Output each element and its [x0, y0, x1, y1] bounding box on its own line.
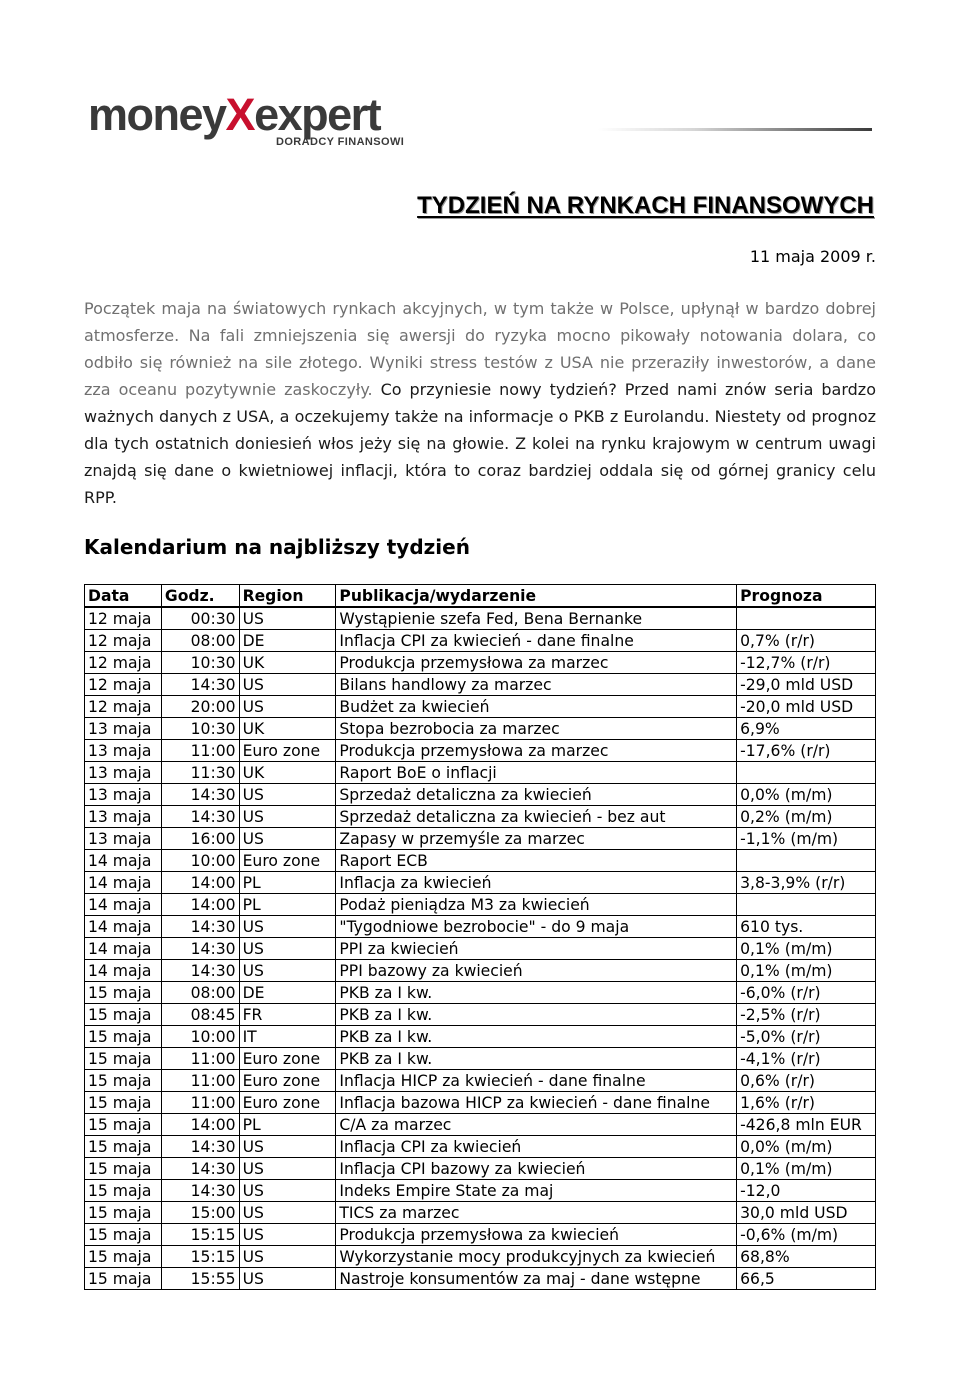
cell-region: PL [239, 1114, 336, 1136]
cell-date: 12 maja [85, 696, 162, 718]
cell-region: Euro zone [239, 1048, 336, 1070]
cell-publication: Raport BoE o inflacji [336, 762, 737, 784]
cell-publication: Wykorzystanie mocy produkcyjnych za kwiecień [336, 1246, 737, 1268]
cell-date: 15 maja [85, 1268, 162, 1290]
intro-part-1: Początek maja na światowych rynkach akcyjnych, w tym także w Polsce, upłynął w bardzo dobrej atmosferze. Na fali zmniejszenia się awersji do ryzyka mocno pikowały notowania dolara, co odbiło się również na sile złotego. Wyniki stress testów z USA nie przeraziły inwestorów, a dane zza oceanu pozytywnie zaskoczyły. [84, 299, 876, 399]
cell-date: 15 maja [85, 1004, 162, 1026]
cell-forecast: 1,6% (r/r) [737, 1092, 876, 1114]
logo-x-mark: X [225, 89, 255, 140]
intro-paragraph [84, 295, 876, 511]
cell-region: US [239, 784, 336, 806]
header-forecast: Prognoza [737, 585, 876, 608]
cell-forecast: 0,1% (m/m) [737, 960, 876, 982]
cell-publication: Indeks Empire State za maj [336, 1180, 737, 1202]
cell-publication: "Tygodniowe bezrobocie" - do 9 maja [336, 916, 737, 938]
cell-date: 15 maja [85, 1092, 162, 1114]
table-row [85, 1246, 876, 1268]
cell-time: 15:15 [161, 1224, 239, 1246]
table-row [85, 630, 876, 652]
cell-time: 11:30 [161, 762, 239, 784]
cell-region: UK [239, 718, 336, 740]
table-row [85, 916, 876, 938]
table-row [85, 1070, 876, 1092]
cell-region: Euro zone [239, 1092, 336, 1114]
table-row [85, 960, 876, 982]
header-publication: Publikacja/wydarzenie [336, 585, 737, 608]
cell-publication: C/A za marzec [336, 1114, 737, 1136]
cell-forecast [737, 607, 876, 630]
cell-date: 14 maja [85, 938, 162, 960]
header-date: Data [85, 585, 162, 608]
cell-region: IT [239, 1026, 336, 1048]
cell-publication: Zapasy w przemyśle za marzec [336, 828, 737, 850]
cell-time: 14:30 [161, 960, 239, 982]
table-body [85, 607, 876, 1290]
cell-region: US [239, 1246, 336, 1268]
cell-forecast: 66,5 [737, 1268, 876, 1290]
cell-time: 15:55 [161, 1268, 239, 1290]
cell-publication: PKB za I kw. [336, 1048, 737, 1070]
cell-region: DE [239, 630, 336, 652]
money-expert-logo [88, 86, 428, 156]
cell-time: 10:30 [161, 652, 239, 674]
cell-region: US [239, 607, 336, 630]
cell-date: 12 maja [85, 630, 162, 652]
cell-region: US [239, 938, 336, 960]
cell-region: PL [239, 872, 336, 894]
cell-time: 14:30 [161, 1180, 239, 1202]
table-row [85, 652, 876, 674]
cell-publication: Inflacja za kwiecień [336, 872, 737, 894]
cell-date: 15 maja [85, 1070, 162, 1092]
table-row [85, 674, 876, 696]
cell-region: US [239, 1158, 336, 1180]
table-row [85, 1136, 876, 1158]
cell-publication: Sprzedaż detaliczna za kwiecień [336, 784, 737, 806]
cell-forecast: -12,0 [737, 1180, 876, 1202]
cell-forecast: -0,6% (m/m) [737, 1224, 876, 1246]
cell-forecast: -12,7% (r/r) [737, 652, 876, 674]
cell-publication: Podaż pieniądza M3 za kwiecień [336, 894, 737, 916]
cell-time: 14:30 [161, 674, 239, 696]
cell-publication: PKB za I kw. [336, 982, 737, 1004]
cell-publication: Inflacja bazowa HICP za kwiecień - dane finalne [336, 1092, 737, 1114]
cell-region: Euro zone [239, 850, 336, 872]
logo-word-expert: expert [254, 89, 381, 140]
cell-date: 14 maja [85, 960, 162, 982]
cell-time: 14:30 [161, 806, 239, 828]
cell-time: 10:00 [161, 1026, 239, 1048]
cell-forecast: -5,0% (r/r) [737, 1026, 876, 1048]
cell-time: 14:00 [161, 872, 239, 894]
cell-forecast: -20,0 mld USD [737, 696, 876, 718]
cell-region: UK [239, 762, 336, 784]
cell-date: 15 maja [85, 1114, 162, 1136]
cell-publication: PKB za I kw. [336, 1004, 737, 1026]
cell-time: 11:00 [161, 1092, 239, 1114]
cell-time: 15:15 [161, 1246, 239, 1268]
table-row [85, 696, 876, 718]
cell-date: 14 maja [85, 894, 162, 916]
cell-publication: Nastroje konsumentów za maj - dane wstępne [336, 1268, 737, 1290]
table-row [85, 784, 876, 806]
cell-time: 11:00 [161, 1048, 239, 1070]
cell-forecast: 0,7% (r/r) [737, 630, 876, 652]
cell-forecast: 0,6% (r/r) [737, 1070, 876, 1092]
cell-publication: PPI za kwiecień [336, 938, 737, 960]
table-row [85, 1202, 876, 1224]
table-row [85, 1092, 876, 1114]
cell-forecast: 3,8-3,9% (r/r) [737, 872, 876, 894]
cell-publication: Produkcja przemysłowa za kwiecień [336, 1224, 737, 1246]
cell-publication: Inflacja HICP za kwiecień - dane finalne [336, 1070, 737, 1092]
cell-forecast: 68,8% [737, 1246, 876, 1268]
cell-region: US [239, 828, 336, 850]
table-row [85, 828, 876, 850]
cell-publication: Stopa bezrobocia za marzec [336, 718, 737, 740]
cell-publication: Produkcja przemysłowa za marzec [336, 652, 737, 674]
table-row [85, 762, 876, 784]
table-row [85, 1268, 876, 1290]
cell-publication: PKB za I kw. [336, 1026, 737, 1048]
table-row [85, 740, 876, 762]
cell-publication: PPI bazowy za kwiecień [336, 960, 737, 982]
table-row [85, 850, 876, 872]
cell-region: US [239, 1202, 336, 1224]
cell-forecast: -29,0 mld USD [737, 674, 876, 696]
cell-forecast: 6,9% [737, 718, 876, 740]
cell-forecast: -4,1% (r/r) [737, 1048, 876, 1070]
cell-forecast: -17,6% (r/r) [737, 740, 876, 762]
cell-date: 13 maja [85, 740, 162, 762]
cell-region: PL [239, 894, 336, 916]
intro-part-2: Co przyniesie nowy tydzień? Przed nami znów seria bardzo ważnych danych z USA, a oczekujemy także na informacje o PKB z Eurolandu. Niestety od prognoz dla tych ostatnich doniesień włos jeży się na głowie. Z kolei na rynku krajowym w centrum uwagi znajdą się dane o kwietniowej inflacji, która to coraz bardziej oddala się od górnej granicy celu RPP. [84, 380, 876, 507]
header-time: Godz. [161, 585, 239, 608]
cell-date: 13 maja [85, 718, 162, 740]
cell-date: 15 maja [85, 1180, 162, 1202]
cell-time: 15:00 [161, 1202, 239, 1224]
header-region: Region [239, 585, 336, 608]
cell-region: US [239, 1268, 336, 1290]
calendar-heading: Kalendarium na najbliższy tydzień [84, 535, 470, 559]
cell-date: 13 maja [85, 828, 162, 850]
cell-region: US [239, 1136, 336, 1158]
cell-date: 13 maja [85, 762, 162, 784]
table-row [85, 872, 876, 894]
cell-date: 15 maja [85, 982, 162, 1004]
logo-word-money: money [88, 89, 226, 140]
cell-date: 14 maja [85, 916, 162, 938]
cell-publication: Raport ECB [336, 850, 737, 872]
table-row [85, 982, 876, 1004]
cell-region: Euro zone [239, 740, 336, 762]
cell-time: 14:30 [161, 784, 239, 806]
table-row [85, 718, 876, 740]
document-date: 11 maja 2009 r. [749, 247, 876, 266]
cell-time: 08:45 [161, 1004, 239, 1026]
cell-forecast [737, 894, 876, 916]
cell-publication: TICS za marzec [336, 1202, 737, 1224]
cell-date: 12 maja [85, 652, 162, 674]
cell-time: 11:00 [161, 1070, 239, 1092]
cell-date: 15 maja [85, 1202, 162, 1224]
cell-forecast [737, 850, 876, 872]
cell-forecast: 0,0% (m/m) [737, 1136, 876, 1158]
cell-region: US [239, 806, 336, 828]
cell-date: 13 maja [85, 784, 162, 806]
cell-publication: Inflacja CPI za kwiecień [336, 1136, 737, 1158]
cell-publication: Inflacja CPI bazowy za kwiecień [336, 1158, 737, 1180]
cell-forecast: 0,0% (m/m) [737, 784, 876, 806]
table-row [85, 607, 876, 630]
cell-publication: Budżet za kwiecień [336, 696, 737, 718]
table-row [85, 1180, 876, 1202]
cell-publication: Wystąpienie szefa Fed, Bena Bernanke [336, 607, 737, 630]
cell-date: 15 maja [85, 1136, 162, 1158]
cell-forecast: 0,1% (m/m) [737, 1158, 876, 1180]
table-row [85, 1224, 876, 1246]
cell-publication: Sprzedaż detaliczna za kwiecień - bez aut [336, 806, 737, 828]
header-divider [598, 128, 872, 131]
cell-forecast: 610 tys. [737, 916, 876, 938]
table-row [85, 938, 876, 960]
cell-region: FR [239, 1004, 336, 1026]
cell-time: 00:30 [161, 607, 239, 630]
table-row [85, 1026, 876, 1048]
cell-date: 13 maja [85, 806, 162, 828]
cell-time: 10:30 [161, 718, 239, 740]
cell-time: 10:00 [161, 850, 239, 872]
cell-forecast: -426,8 mln EUR [737, 1114, 876, 1136]
cell-date: 12 maja [85, 607, 162, 630]
cell-region: US [239, 916, 336, 938]
cell-region: Euro zone [239, 1070, 336, 1092]
cell-time: 14:30 [161, 1136, 239, 1158]
cell-time: 14:00 [161, 1114, 239, 1136]
cell-date: 15 maja [85, 1246, 162, 1268]
cell-forecast [737, 762, 876, 784]
cell-time: 14:30 [161, 916, 239, 938]
table-row [85, 1048, 876, 1070]
cell-forecast: -1,1% (m/m) [737, 828, 876, 850]
cell-date: 15 maja [85, 1026, 162, 1048]
table-row [85, 894, 876, 916]
table-row [85, 1158, 876, 1180]
cell-date: 12 maja [85, 674, 162, 696]
cell-region: US [239, 696, 336, 718]
cell-forecast: -2,5% (r/r) [737, 1004, 876, 1026]
cell-region: US [239, 1224, 336, 1246]
cell-date: 14 maja [85, 850, 162, 872]
cell-date: 15 maja [85, 1224, 162, 1246]
table-row [85, 806, 876, 828]
table-header-row [85, 585, 876, 608]
cell-region: DE [239, 982, 336, 1004]
cell-region: US [239, 674, 336, 696]
cell-region: US [239, 1180, 336, 1202]
cell-region: US [239, 960, 336, 982]
table-row [85, 1004, 876, 1026]
cell-forecast: 30,0 mld USD [737, 1202, 876, 1224]
document-title: TYDZIEŃ NA RYNKACH FINANSOWYCH [417, 192, 874, 219]
cell-publication: Produkcja przemysłowa za marzec [336, 740, 737, 762]
cell-date: 15 maja [85, 1048, 162, 1070]
cell-region: UK [239, 652, 336, 674]
cell-time: 16:00 [161, 828, 239, 850]
logo-subtitle: DORADCY FINANSOWI [276, 136, 405, 148]
cell-publication: Inflacja CPI za kwiecień - dane finalne [336, 630, 737, 652]
cell-time: 08:00 [161, 982, 239, 1004]
cell-time: 20:00 [161, 696, 239, 718]
table-row [85, 1114, 876, 1136]
cell-time: 14:30 [161, 1158, 239, 1180]
cell-time: 11:00 [161, 740, 239, 762]
cell-forecast: 0,1% (m/m) [737, 938, 876, 960]
cell-date: 14 maja [85, 872, 162, 894]
cell-time: 08:00 [161, 630, 239, 652]
calendar-table [84, 584, 876, 1290]
cell-forecast: -6,0% (r/r) [737, 982, 876, 1004]
cell-date: 15 maja [85, 1158, 162, 1180]
cell-time: 14:00 [161, 894, 239, 916]
cell-forecast: 0,2% (m/m) [737, 806, 876, 828]
cell-publication: Bilans handlowy za marzec [336, 674, 737, 696]
cell-time: 14:30 [161, 938, 239, 960]
